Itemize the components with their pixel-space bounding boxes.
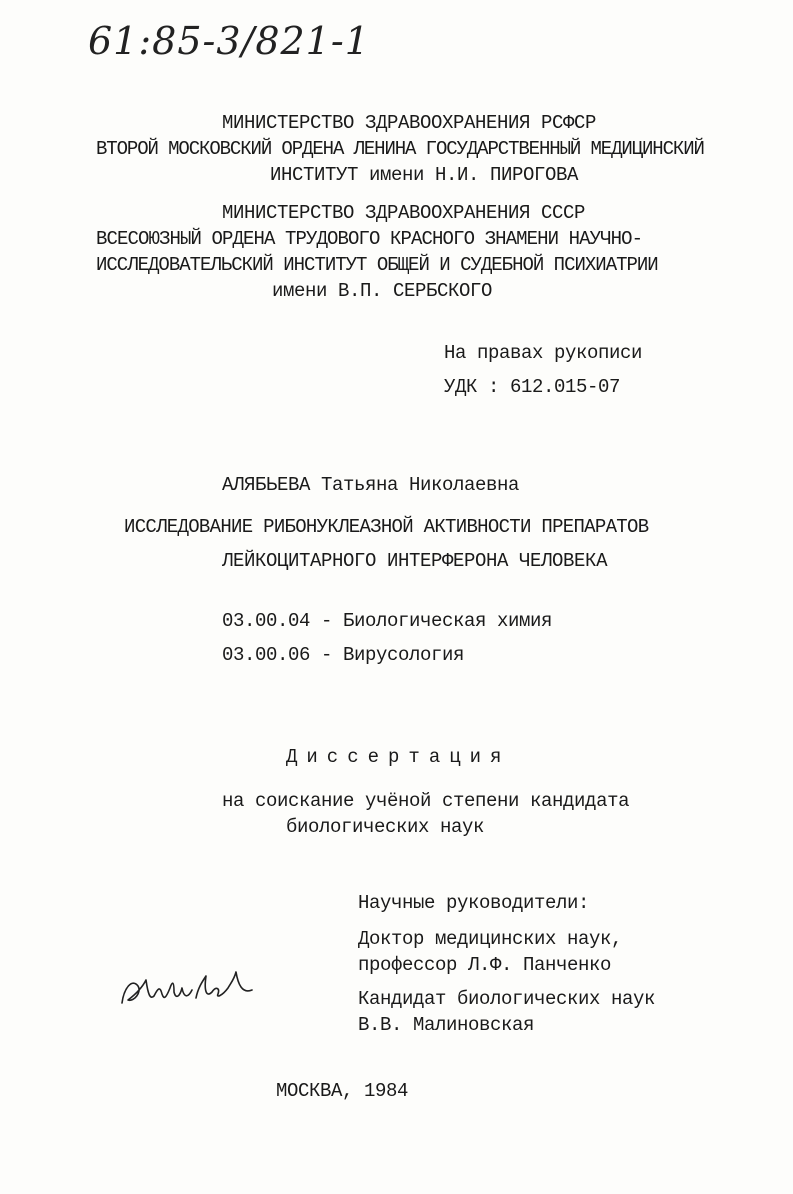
institute-line-1: ВТОРОЙ МОСКОВСКИЙ ОРДЕНА ЛЕНИНА ГОСУДАРСТВЕННЫЙ МЕДИЦИНСКИЙ [96, 138, 704, 160]
degree-purpose-line-1: на соискание учёной степени кандидата [222, 790, 630, 812]
specialty-virology: 03.00.06 - Вирусология [222, 644, 465, 666]
specialty-biochemistry: 03.00.04 - Биологическая химия [222, 610, 553, 632]
research-line-1: ВСЕСОЮЗНЫЙ ОРДЕНА ТРУДОВОГО КРАСНОГО ЗНАМЕНИ НАУЧНО- [96, 228, 643, 250]
degree-purpose-line-2: биологических наук [286, 816, 485, 838]
research-line-2: ИССЛЕДОВАТЕЛЬСКИЙ ИНСТИТУТ ОБЩЕЙ И СУДЕБНОЙ ПСИХИАТРИИ [96, 254, 658, 276]
supervisor-1-degree: Доктор медицинских наук, [358, 928, 623, 950]
thesis-title-line-2: ЛЕЙКОЦИТАРНОГО ИНТЕРФЕРОНА ЧЕЛОВЕКА [222, 550, 608, 572]
author-name: АЛЯБЬЕВА Татьяна Николаевна [222, 474, 520, 496]
archive-number: 61:85-3/821-1 [88, 19, 370, 63]
ministry-rsfsr: МИНИСТЕРСТВО ЗДРАВООХРАНЕНИЯ РСФСР [222, 112, 597, 134]
manuscript-rights: На правах рукописи [444, 342, 643, 364]
supervisors-heading: Научные руководители: [358, 892, 590, 914]
ministry-ussr: МИНИСТЕРСТВО ЗДРАВООХРАНЕНИЯ СССР [222, 202, 586, 224]
research-line-3: имени В.П. СЕРБСКОГО [272, 280, 493, 302]
supervisor-2-name: В.В. Малиновская [358, 1014, 535, 1036]
supervisor-2-degree: Кандидат биологических наук [358, 988, 656, 1010]
author-signature [112, 958, 262, 1018]
thesis-title-line-1: ИССЛЕДОВАНИЕ РИБОНУКЛЕАЗНОЙ АКТИВНОСТИ ПРЕПАРАТОВ [124, 516, 649, 538]
dissertation-label: Диссертация [286, 746, 511, 768]
institute-line-2: ИНСТИТУТ имени Н.И. ПИРОГОВА [270, 164, 579, 186]
city-year: МОСКВА, 1984 [276, 1080, 409, 1102]
udc-code: УДК : 612.015-07 [444, 376, 621, 398]
supervisor-1-name: профессор Л.Ф. Панченко [358, 954, 612, 976]
